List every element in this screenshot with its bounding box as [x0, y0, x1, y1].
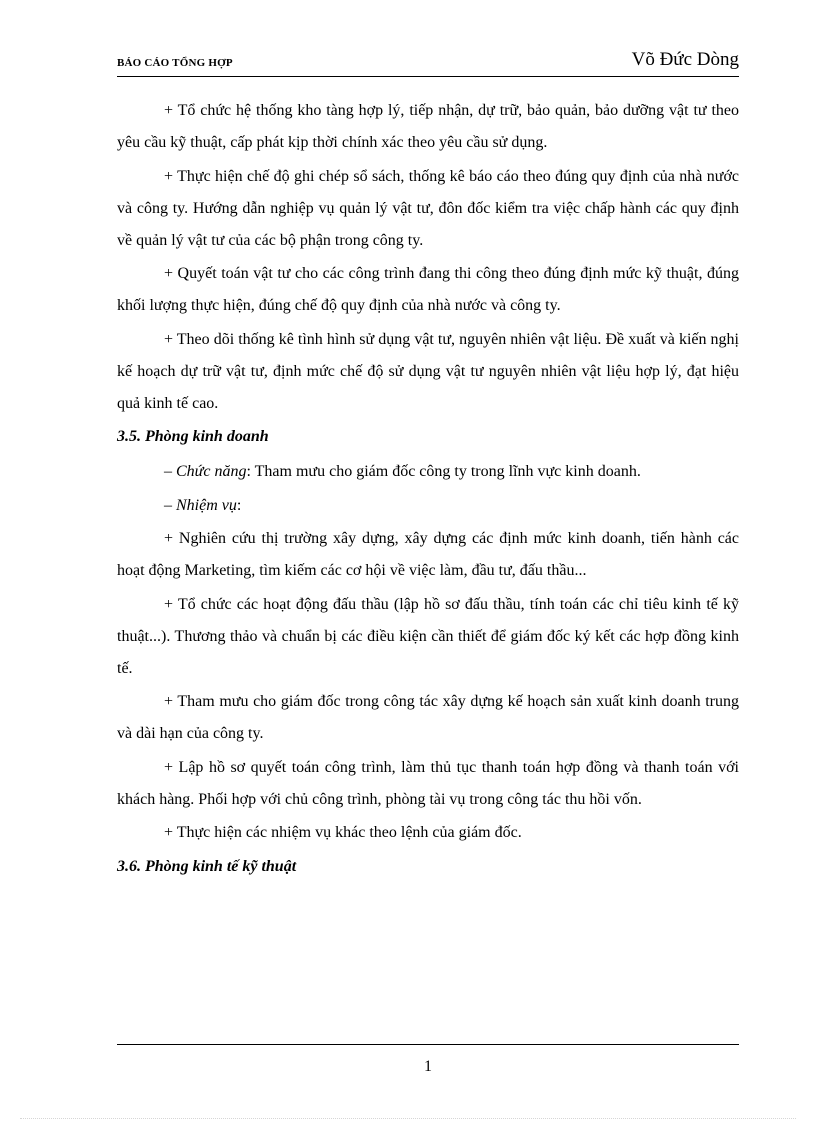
- section-heading-3-5: 3.5. Phòng kinh doanh: [117, 428, 269, 445]
- duty-item-other-tasks: + Thực hiện các nhiệm vụ khác theo lệnh của giám đốc.: [164, 824, 522, 841]
- function-text: : Tham mưu cho giám đốc công ty trong lĩnh vực kinh doanh.: [246, 463, 641, 480]
- paragraph-duty: [117, 490, 739, 522]
- duty-item-bidding: + Tổ chức các hoạt động đấu thầu (lập hồ sơ đấu thầu, tính toán các chỉ tiêu kinh tế kỹ thuật...). Thương thảo và chuẩn bị các điều kiện cần thiết để giám đốc ký kết các hợp đồng kinh tế.: [117, 595, 739, 677]
- header-author-name: Võ Đức Dòng: [631, 49, 739, 70]
- duty-item-settlement: + Lập hồ sơ quyết toán công trình, làm thủ tục thanh toán hợp đồng và thanh toán với khách hàng. Phối hợp với chủ công trình, phòng tài vụ trong công tác thu hồi vốn.: [117, 758, 739, 808]
- paragraph-material-settlement: + Quyết toán vật tư cho các công trình đang thi công theo đúng định mức kỹ thuật, đúng khối lượng thực hiện, đúng chế độ quy định của nhà nước và công ty.: [117, 265, 739, 314]
- page-bottom-edge: [20, 1118, 796, 1119]
- duty-suffix: :: [236, 496, 242, 514]
- duty-label: – Nhiệm vụ: [164, 496, 237, 514]
- header-report-title: BÁO CÁO TỔNG HỢP: [117, 57, 233, 69]
- page-header: [117, 48, 739, 77]
- paragraph-function: [117, 456, 739, 488]
- page-number: 1: [424, 1058, 432, 1075]
- paragraph-recordkeeping: + Thực hiện chế độ ghi chép sổ sách, thống kê báo cáo theo đúng quy định của nhà nước và công ty. Hướng dẫn nghiệp vụ quản lý vật tư, đôn đốc kiểm tra việc chấp hành các quy định về quản lý vật tư của các bộ phận trong công ty.: [117, 167, 739, 249]
- section-heading-3-6: 3.6. Phòng kinh tế kỹ thuật: [117, 857, 297, 875]
- footer-divider: [117, 1044, 739, 1045]
- function-label: – Chức năng: [164, 463, 247, 480]
- paragraph-warehouse-organization: + Tổ chức hệ thống kho tàng hợp lý, tiếp nhận, dự trữ, bảo quản, bảo dưỡng vật tư theo yêu cầu kỹ thuật, cấp phát kịp thời chính xác theo yêu cầu sử dụng.: [117, 102, 739, 151]
- page-body: [117, 95, 739, 886]
- duty-item-market-research: + Nghiên cứu thị trường xây dựng, xây dựng các định mức kinh doanh, tiến hành các hoạt động Marketing, tìm kiếm các cơ hội về việc làm, đầu tư, đấu thầu...: [117, 530, 739, 579]
- paragraph-material-monitoring: + Theo dõi thống kê tình hình sử dụng vật tư, nguyên nhiên vật liệu. Đề xuất và kiến nghị kế hoạch dự trữ vật tư, định mức chế độ sử dụng vật tư nguyên nhiên vật liệu hợp lý, đạt hiệu quả kinh tế cao.: [117, 330, 739, 412]
- duty-item-planning-advice: + Tham mưu cho giám đốc trong công tác xây dựng kế hoạch sản xuất kinh doanh trung và dài hạn của công ty.: [117, 693, 739, 742]
